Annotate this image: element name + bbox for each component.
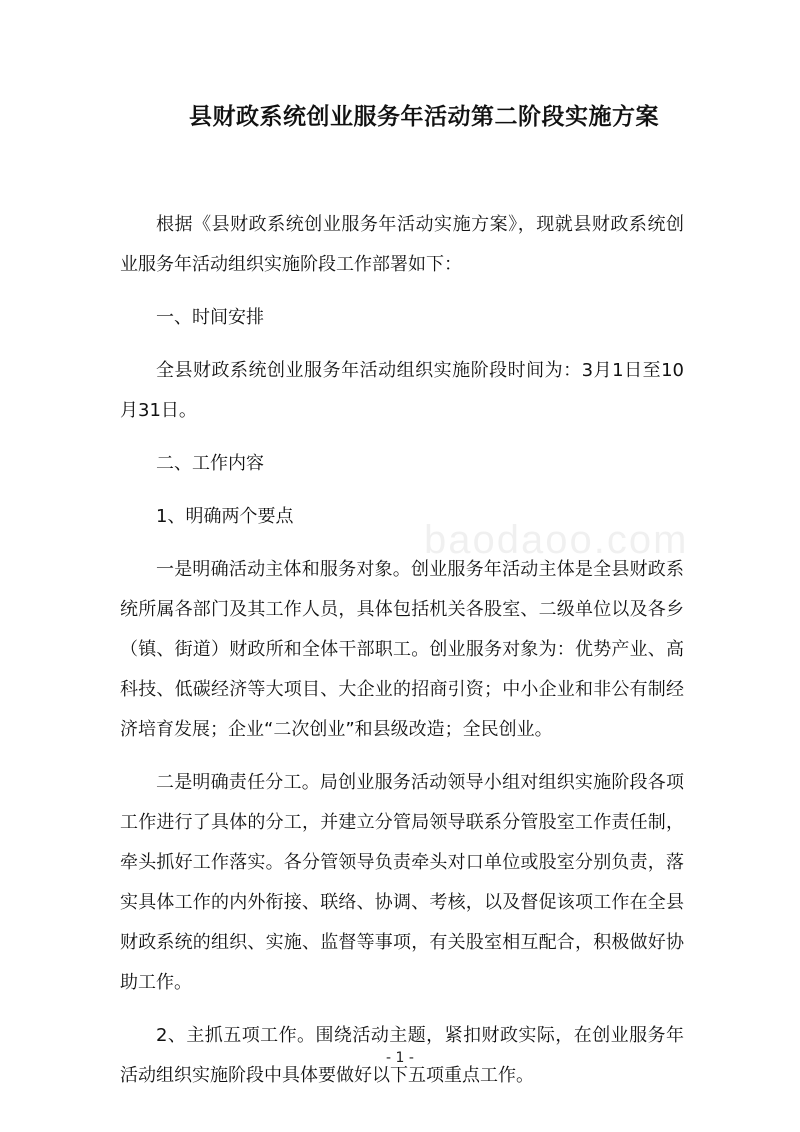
paragraph-intro: 根据《县财政系统创业服务年活动实施方案》，现就县财政系统创业服务年活动组织实施阶段工作部署如下：	[120, 214, 684, 275]
heading-work-content: 二、工作内容	[156, 453, 264, 474]
document-title: 县财政系统创业服务年活动第二阶段实施方案	[189, 104, 659, 130]
paragraph-schedule: 全县财政系统创业服务年活动组织实施阶段时间为：3月1日至10月31日。	[120, 360, 684, 421]
heading-schedule: 一、时间安排	[156, 307, 264, 328]
paragraph-five-tasks: 2、主抓五项工作。围绕活动主题，紧扣财政实际，在创业服务年活动组织实施阶段中具体要做好以下五项重点工作。	[120, 1025, 684, 1086]
paragraph-subjects-targets: 一是明确活动主体和服务对象。创业服务年活动主体是全县财政系统所属各部门及其工作人员，具体包括机关各股室、二级单位以及各乡（镇、街道）财政所和全体干部职工。创业服务对象为：优势产业、高科技、低碳经济等大项目、大企业的招商引资；中小企业和非公有制经济培育发展；企业“二次创业”和县级改造；全民创业。	[120, 559, 684, 740]
subheading-two-points: 1、明确两个要点	[156, 506, 294, 527]
watermark: baodaoo.com	[424, 518, 689, 562]
page-number: - 1 -	[386, 1050, 414, 1066]
paragraph-responsibility: 二是明确责任分工。局创业服务活动领导小组对组织实施阶段各项工作进行了具体的分工，并建立分管局领导联系分管股室工作责任制，牵头抓好工作落实。各分管领导负责牵头对口单位或股室分别负责，落实具体工作的内外衔接、联络、协调、考核，以及督促该项工作在全县财政系统的组织、实施、监督等事项，有关股室相互配合，积极做好协助工作。	[120, 772, 684, 993]
document-body	[120, 205, 684, 1096]
